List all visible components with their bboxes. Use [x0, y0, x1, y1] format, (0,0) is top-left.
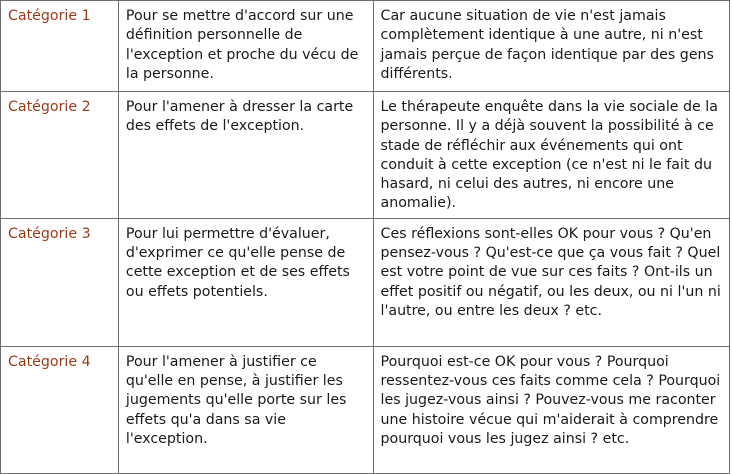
table-row — [1, 346, 730, 473]
description-cell: Ces réflexions sont-elles OK pour vous ? Qu'en pensez-vous ? Qu'est-ce que ça vous fait ? Quel est votre point de vue sur ces faits ? Ont-ils un effet positif ou négatif, ou les deux, ou ni l'un ni l'autre, ou entre les deux ? etc. — [373, 218, 729, 346]
category-label: Catégorie 2 — [1, 92, 119, 219]
table-row — [1, 1, 730, 92]
description-cell: Car aucune situation de vie n'est jamais complètement identique à une autre, ni n'est jamais perçue de façon identique par des gens différents. — [373, 1, 729, 92]
purpose-cell: Pour se mettre d'accord sur une définition personnelle de l'exception et proche du vécu de la personne. — [118, 1, 373, 92]
category-label: Catégorie 3 — [1, 218, 119, 346]
description-cell: Le thérapeute enquête dans la vie sociale de la personne. Il y a déjà souvent la possibilité à ce stade de réfléchir aux événements qui ont conduit à cette exception (ce n'est ni le fait du hasard, ni celui des autres, ni encore une anomalie). — [373, 92, 729, 219]
category-label: Catégorie 1 — [1, 1, 119, 92]
description-cell: Pourquoi est-ce OK pour vous ? Pourquoi ressentez-vous ces faits comme cela ? Pourquoi les jugez-vous ainsi ? Pouvez-vous me raconter une histoire vécue qui m'aiderait à comprendre pourquoi vous les jugez ainsi ? etc. — [373, 346, 729, 473]
table-row — [1, 92, 730, 219]
category-label: Catégorie 4 — [1, 346, 119, 473]
purpose-cell: Pour l'amener à dresser la carte des effets de l'exception. — [118, 92, 373, 219]
purpose-cell: Pour lui permettre d'évaluer, d'exprimer ce qu'elle pense de cette exception et de ses effets ou effets potentiels. — [118, 218, 373, 346]
table-row — [1, 218, 730, 346]
purpose-cell: Pour l'amener à justifier ce qu'elle en pense, à justifier les jugements qu'elle porte sur les effets qu'a dans sa vie l'exception. — [118, 346, 373, 473]
